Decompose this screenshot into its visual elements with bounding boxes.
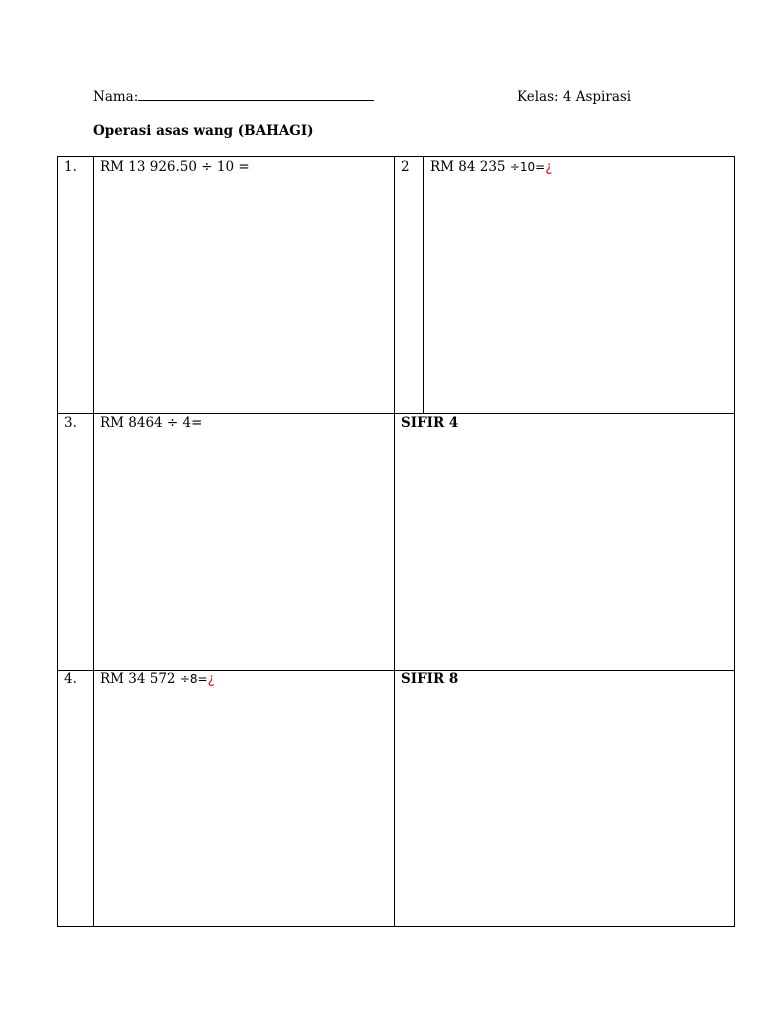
question-number-3: 3. [64,415,77,431]
question-2 [430,159,552,175]
name-blank-line[interactable] [138,89,374,101]
table-row-divider-1 [57,413,735,414]
name-field [93,89,374,105]
sifir-8-area[interactable] [395,692,734,926]
table-border-bottom [57,926,735,927]
table-border-top [57,156,735,157]
question-4-mark: ¿ [207,671,215,687]
question-4 [100,671,215,687]
question-number-4: 4. [64,671,77,687]
class-label: Kelas: 4 Aspirasi [517,89,632,105]
answer-area-1[interactable] [94,180,394,413]
question-2-text: RM 84 235 [430,159,510,175]
question-1-text: RM 13 926.50 ÷ 10 = [100,159,250,175]
sifir-4-label: SIFIR 4 [401,415,459,431]
answer-area-2[interactable] [424,180,734,413]
question-number-2: 2 [401,159,410,175]
answer-area-3[interactable] [94,436,394,670]
table-border-left [57,156,58,927]
answer-area-4[interactable] [94,692,394,926]
question-3-text: RM 8464 ÷ 4= [100,415,203,431]
worksheet-title: Operasi asas wang (BAHAGI) [93,123,314,139]
question-4-text: RM 34 572 [100,671,180,687]
question-2-operator: ÷10= [509,160,546,174]
question-4-operator: ÷8= [179,672,208,686]
table-border-right [734,156,735,927]
name-label: Nama: [93,89,139,105]
sifir-8-label: SIFIR 8 [401,671,459,687]
sifir-4-area[interactable] [395,436,734,670]
question-number-1: 1. [64,159,77,175]
question-2-mark: ¿ [545,159,553,175]
